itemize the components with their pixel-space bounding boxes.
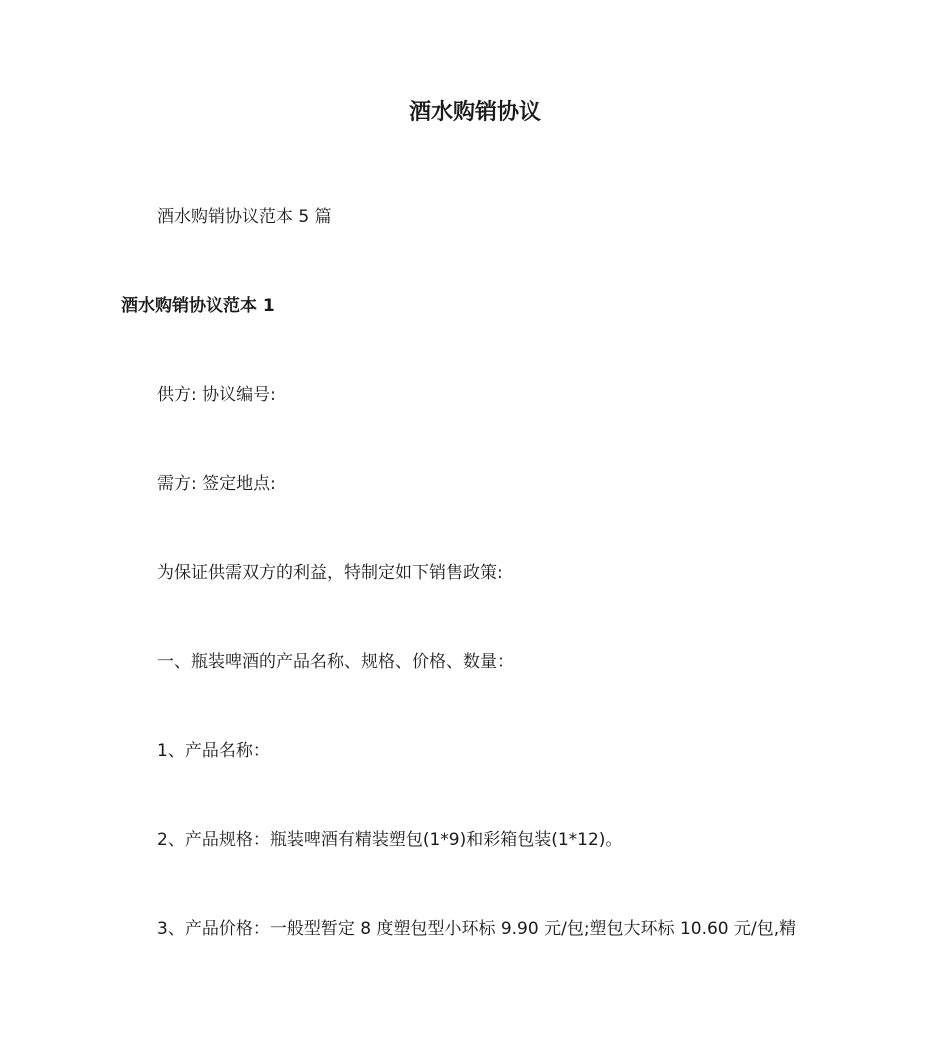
paragraph-supplier: 供方: 协议编号: [157, 385, 276, 405]
paragraph-product-name: 1、产品名称： [157, 741, 270, 761]
paragraph-product-spec: 2、产品规格：瓶装啤酒有精装塑包(1*9)和彩箱包装(1*12)。 [157, 830, 623, 850]
paragraph-intro: 为保证供需双方的利益，特制定如下销售政策: [157, 563, 503, 583]
paragraph-buyer: 需方: 签定地点: [157, 474, 276, 494]
document-title: 酒水购销协议 [408, 100, 541, 125]
paragraph-product-price: 3、产品价格：一般型暂定 8 度塑包型小环标 9.90 元/包;塑包大环标 10.60 元/包,精 [157, 919, 797, 939]
paragraph-clause-1: 一、瓶装啤酒的产品名称、规格、价格、数量： [157, 652, 514, 672]
document-subtitle: 酒水购销协议范本 5 篇 [157, 207, 332, 227]
section-heading: 酒水购销协议范本 1 [121, 296, 275, 316]
